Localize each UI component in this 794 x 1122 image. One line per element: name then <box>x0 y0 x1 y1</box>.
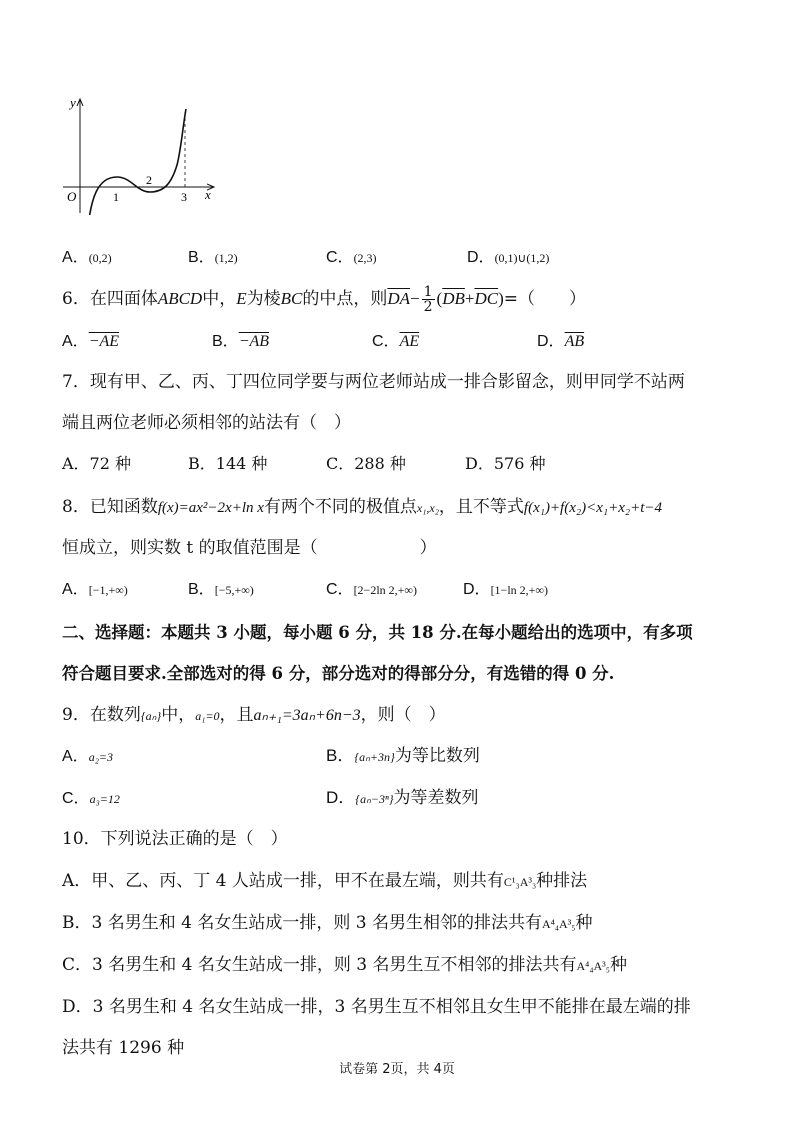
q10-option-b[interactable]: B．3 名男生和 4 名女生站成一排，则 3 名男生相邻的排法共有A⁴₄A³₅种 <box>62 913 593 933</box>
q10-option-d-line1[interactable]: D．3 名男生和 4 名女生站成一排，3 名男生互不相邻且女生甲不能排在最左端的排 <box>62 997 691 1017</box>
q10-stem: 10．下列说法正确的是（ ） <box>62 829 288 849</box>
tick-2: 2 <box>146 173 152 187</box>
q5-option-c[interactable]: C．(2,3) <box>326 249 377 266</box>
q7-option-c[interactable]: C．288 种 <box>326 454 406 473</box>
q9-option-a[interactable]: A．a₂=3 <box>62 748 113 765</box>
function-graph <box>55 95 225 215</box>
q9-option-d[interactable]: D．{aₙ−3ⁿ}为等差数列 <box>326 788 479 808</box>
q8-stem-line1: 8．已知函数f(x)=ax²−2x+ln x有两个不同的极值点x₁,x₂，且不等式f(x₁)+f(x₂)<x₁+x₂+t−4 <box>62 497 662 517</box>
q6-option-b[interactable]: B．−AB <box>212 333 270 350</box>
q9-option-b[interactable]: B．{aₙ+3n}为等比数列 <box>326 746 480 766</box>
q10-option-d-line2[interactable]: 法共有 1296 种 <box>62 1038 185 1058</box>
q7-option-a[interactable]: A．72 种 <box>62 454 132 473</box>
q8-option-c[interactable]: C．[2−2ln 2,+∞) <box>326 581 417 598</box>
q6-option-c[interactable]: C．$\overline{AE}$ <box>372 333 420 350</box>
q10-option-a[interactable]: A．甲、乙、丙、丁 4 人站成一排，甲不在最左端，则共有C¹₃A³₃种排法 <box>62 871 588 891</box>
q7-stem-line2: 端且两位老师必须相邻的站法有（ ） <box>62 413 351 433</box>
q6-stem: 6．在四面体ABCD中，E为棱BC的中点，则$\overline{DA}-$ $\frac{1}{2}$ $(\overline{DB}+\overline{DC})=$（ ） <box>62 284 587 315</box>
q5-option-a[interactable]: A．(0,2) <box>62 249 112 266</box>
section-heading-line1: 二、选择题：本题共 3 小题，每小题 6 分，共 18 分.在每小题给出的选项中，有多项 <box>62 623 693 642</box>
q8-stem-line2: 恒成立，则实数 t 的取值范围是（ ） <box>62 538 437 558</box>
q5-option-b[interactable]: B．(1,2) <box>188 249 238 266</box>
q7-option-b[interactable]: B．144 种 <box>188 454 268 473</box>
q7-option-d[interactable]: D．576 种 <box>465 454 546 473</box>
q10-option-c[interactable]: C．3 名男生和 4 名女生站成一排，则 3 名男生互不相邻的排法共有A⁴₄A³₅种 <box>62 955 627 975</box>
q8-option-b[interactable]: B．[−5,+∞) <box>188 581 254 598</box>
q9-option-c[interactable]: C．a₃=12 <box>62 790 120 807</box>
q6-option-d[interactable]: D．$\overline{AB}$ <box>537 333 585 350</box>
q5-option-d[interactable]: D．(0,1)∪(1,2) <box>467 249 550 266</box>
section-heading-line2: 符合题目要求.全部选对的得 6 分，部分选对的得部分分，有选错的得 0 分. <box>62 664 615 683</box>
curve <box>88 109 186 215</box>
tick-3: 3 <box>181 190 187 204</box>
q8-option-a[interactable]: A．[−1,+∞) <box>62 581 128 598</box>
origin-label: O <box>67 189 77 204</box>
y-label: y <box>70 95 76 110</box>
q7-stem-line1: 7．现有甲、乙、丙、丁四位同学要与两位老师站成一排合影留念，则甲同学不站两 <box>62 372 685 392</box>
page-footer: 试卷第 2页，共 4页 <box>339 1062 455 1077</box>
tick-1: 1 <box>113 190 119 204</box>
q8-option-d[interactable]: D．[1−ln 2,+∞) <box>463 581 548 598</box>
q6-option-a[interactable]: A．−AE <box>62 333 120 350</box>
q9-stem: 9．在数列{aₙ}中，a₁=0，且aₙ₊₁=3aₙ+6n−3，则（ ） <box>62 705 446 725</box>
x-label: x <box>205 187 211 202</box>
